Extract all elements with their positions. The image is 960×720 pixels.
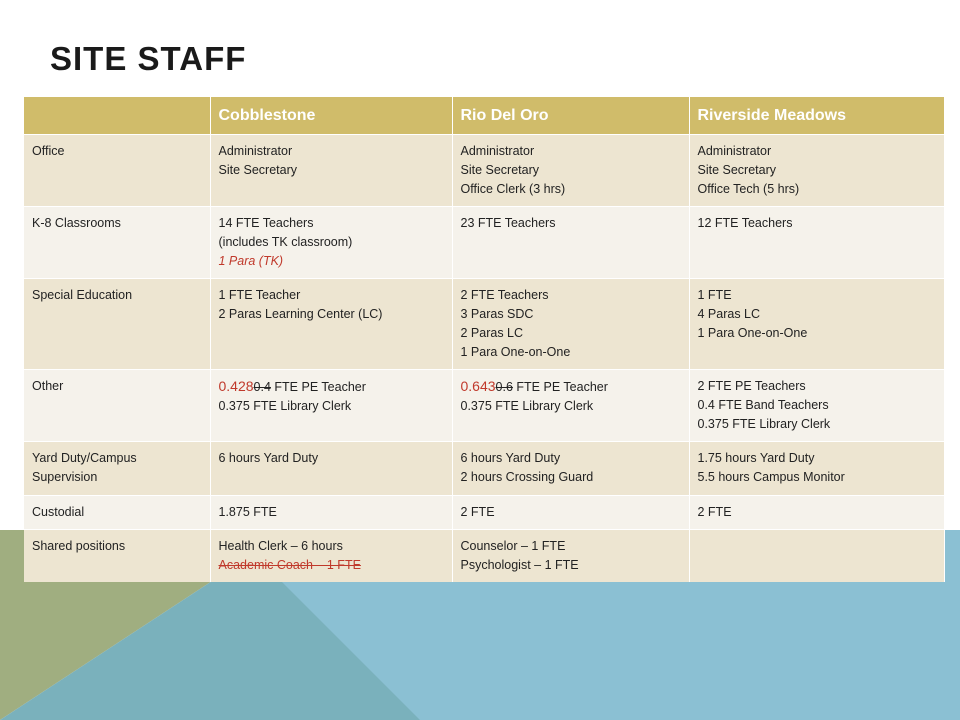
struck-old-value: 0.4 <box>253 380 271 394</box>
revised-value: 0.643 <box>460 378 496 394</box>
cell-line: 1 FTE Teacher <box>218 288 301 302</box>
cell-rio-del-oro <box>452 135 689 207</box>
row-special-education <box>24 279 944 370</box>
cell-line: Administrator <box>460 144 535 158</box>
cell-riverside-meadows <box>689 442 944 496</box>
revised-value: 0.428 <box>218 378 254 394</box>
row-label <box>24 442 210 496</box>
cell-cobblestone <box>210 442 452 496</box>
cell-line: 1 Para One-on-One <box>460 345 571 359</box>
row-office <box>24 135 944 207</box>
cell-rio-del-oro <box>452 442 689 496</box>
cell-cobblestone <box>210 279 452 370</box>
cell-text: FTE PE Teacher <box>512 380 608 394</box>
cell-line: Office Tech (5 hrs) <box>697 182 800 196</box>
header-empty <box>24 97 210 135</box>
page-title: SITE STAFF <box>50 40 247 77</box>
row-custodial <box>24 496 944 530</box>
cell-line: Administrator <box>218 144 293 158</box>
row-shared-positions <box>24 530 944 583</box>
cell-cobblestone <box>210 530 452 583</box>
cell-line: 1 FTE <box>697 288 732 302</box>
struck-old-value: 0.6 <box>495 380 513 394</box>
cell-riverside-meadows <box>689 207 944 279</box>
cell-line: 0.375 FTE Library Clerk <box>218 399 352 413</box>
cell-line: 3 Paras SDC <box>460 307 534 321</box>
cell-line: 14 FTE Teachers <box>218 216 314 230</box>
cell-line: 0.375 FTE Library Clerk <box>697 417 831 431</box>
cell-line: Psychologist – 1 FTE <box>460 558 579 572</box>
cell-line: Site Secretary <box>460 163 540 177</box>
cell-line: 2 Paras LC <box>460 326 524 340</box>
cell-line: 2 FTE PE Teachers <box>697 379 806 393</box>
cell-riverside-meadows <box>689 370 944 442</box>
cell-line: (includes TK classroom) <box>218 235 353 249</box>
cell-riverside-meadows <box>689 279 944 370</box>
cell-line <box>219 377 444 397</box>
cell-text: FTE PE Teacher <box>270 380 366 394</box>
cell-line: Site Secretary <box>697 163 777 177</box>
cell-line: Supervision <box>32 470 98 484</box>
cell-line: 2 Paras Learning Center (LC) <box>218 307 383 321</box>
cell-line: 23 FTE Teachers <box>460 216 556 230</box>
row-yard-duty <box>24 442 944 496</box>
cell-line: 1.75 hours Yard Duty <box>697 451 815 465</box>
cell-line: 0.375 FTE Library Clerk <box>460 399 594 413</box>
cell-line: 2 FTE Teachers <box>460 288 549 302</box>
cell-riverside-meadows <box>689 530 944 583</box>
cell-line: Administrator <box>697 144 772 158</box>
struck-position: Academic Coach – 1 FTE <box>218 558 361 572</box>
cell-line: Health Clerk – 6 hours <box>218 539 343 553</box>
cell-line <box>461 377 681 397</box>
cell-cobblestone <box>210 135 452 207</box>
header-rio-del-oro: Rio Del Oro <box>452 97 689 135</box>
header-row <box>24 97 944 135</box>
cell-rio-del-oro <box>452 279 689 370</box>
cell-line: 6 hours Yard Duty <box>218 451 319 465</box>
cell-line: Site Secretary <box>218 163 298 177</box>
header-riverside-meadows: Riverside Meadows <box>689 97 944 135</box>
cell-line: 0.4 FTE Band Teachers <box>697 398 829 412</box>
row-k8-classrooms <box>24 207 944 279</box>
cell-line: 1 Para One-on-One <box>697 326 808 340</box>
cell-cobblestone <box>210 207 452 279</box>
cell-cobblestone <box>210 370 452 442</box>
cell-rio-del-oro <box>452 530 689 583</box>
cell-rio-del-oro <box>452 207 689 279</box>
row-label: Custodial <box>24 496 210 530</box>
row-label: Other <box>24 370 210 442</box>
cell-line: Counselor – 1 FTE <box>460 539 566 553</box>
cell-line: 6 hours Yard Duty <box>460 451 561 465</box>
row-label: K-8 Classrooms <box>24 207 210 279</box>
cell-riverside-meadows <box>689 135 944 207</box>
cell-rio-del-oro <box>452 370 689 442</box>
para-note: 1 Para (TK) <box>218 254 284 268</box>
cell-rio-del-oro: 2 FTE <box>452 496 689 530</box>
cell-line: 12 FTE Teachers <box>697 216 793 230</box>
cell-line: Office Clerk (3 hrs) <box>460 182 566 196</box>
cell-line: Yard Duty/Campus <box>32 451 137 465</box>
row-label: Special Education <box>24 279 210 370</box>
row-label: Office <box>24 135 210 207</box>
cell-riverside-meadows: 2 FTE <box>689 496 944 530</box>
cell-line: 4 Paras LC <box>697 307 761 321</box>
cell-cobblestone: 1.875 FTE <box>210 496 452 530</box>
cell-line: 5.5 hours Campus Monitor <box>697 470 845 484</box>
row-other <box>24 370 944 442</box>
row-label: Shared positions <box>24 530 210 583</box>
header-cobblestone: Cobblestone <box>210 97 452 135</box>
cell-line: 2 hours Crossing Guard <box>460 470 594 484</box>
site-staff-table <box>24 97 945 582</box>
